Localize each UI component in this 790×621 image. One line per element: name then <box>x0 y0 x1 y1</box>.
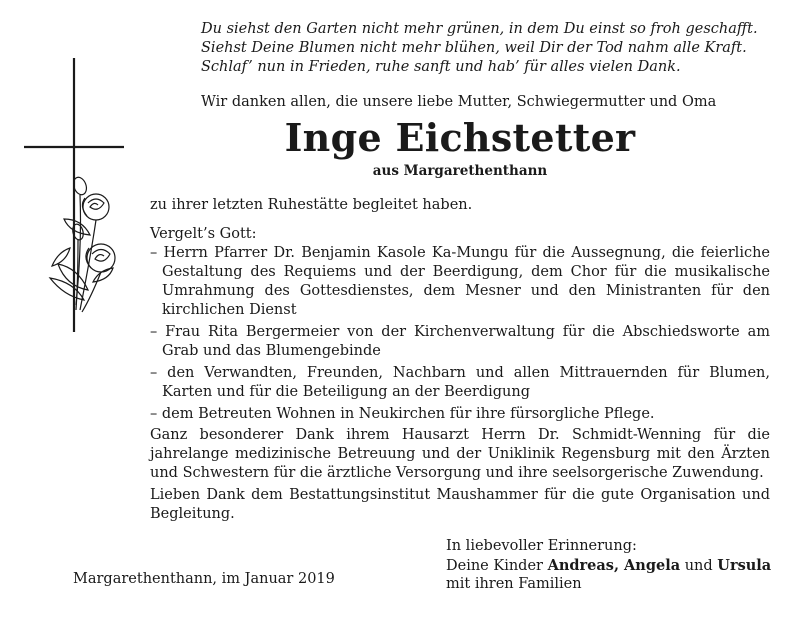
families-text: mit ihren Familien <box>446 576 582 592</box>
resting-text: zu ihrer letzten Ruhestätte begleitet haben. <box>150 197 473 213</box>
children-prefix: Deine Kinder <box>446 558 548 574</box>
list-item: – Herrn Pfarrer Dr. Benjamin Kasole Ka-Mungu für die Aussegnung, die feierliche Gestaltung des Requiems und der Beerdigung, dem Chor für die musikalische Umrahmung des Gottesdienstes, dem Mesner und den Ministranten für den kirchlichen Dienst <box>150 245 770 318</box>
cross-with-roses-icon <box>0 0 150 621</box>
memory-text: In liebevoller Erinnerung: <box>446 538 637 554</box>
child-name: Ursula <box>717 557 772 574</box>
poem <box>201 20 781 77</box>
vergelts-heading: Vergelt’s Gott: <box>150 226 257 242</box>
intro-text: Wir danken allen, die unsere liebe Mutter, Schwiegermutter und Oma <box>201 94 717 110</box>
children-names: Andreas, Angela <box>547 557 681 574</box>
poem-line: Schlaf’ nun in Frieden, ruhe sanft und hab’ für alles vielen Dank. <box>201 59 681 75</box>
poem-line: Siehst Deine Blumen nicht mehr blühen, weil Dir der Tod nahm alle Kraft. <box>201 40 747 56</box>
place-date: Margarethenthann, im Januar 2019 <box>73 571 335 587</box>
list-item: – den Verwandten, Freunden, Nachbarn und allen Mittrauernden für Blumen, Karten und für die Beteiligung an der Beerdigung <box>150 365 770 400</box>
doctor-thanks: Ganz besonderer Dank ihrem Hausarzt Herrn Dr. Schmidt-Wenning für die jahrelange medizinische Betreuung und der Uniklinik Regensburg mit den Ärzten und Schwestern für die ärztliche Versorgung und ihre seelsorgerische Zuwendung. <box>150 427 770 481</box>
rose-icon <box>50 175 115 312</box>
deceased-name: Inge Eichstetter <box>284 115 636 160</box>
origin-text: aus Margarethenthann <box>372 163 548 179</box>
funeral-home-thanks: Lieben Dank dem Bestattungsinstitut Maushammer für die gute Organisation und Begleitung. <box>150 487 770 522</box>
poem-line: Du siehst den Garten nicht mehr grünen, in dem Du einst so froh geschafft. <box>201 21 758 37</box>
and-text: und <box>680 558 718 574</box>
thanks-list <box>150 244 770 424</box>
children-line <box>446 556 771 576</box>
list-item: – dem Betreuten Wohnen in Neukirchen für ihre fürsorgliche Pflege. <box>150 406 655 422</box>
list-item: – Frau Rita Bergermeier von der Kirchenverwaltung für die Abschiedsworte am Grab und das Blumengebinde <box>150 324 770 359</box>
